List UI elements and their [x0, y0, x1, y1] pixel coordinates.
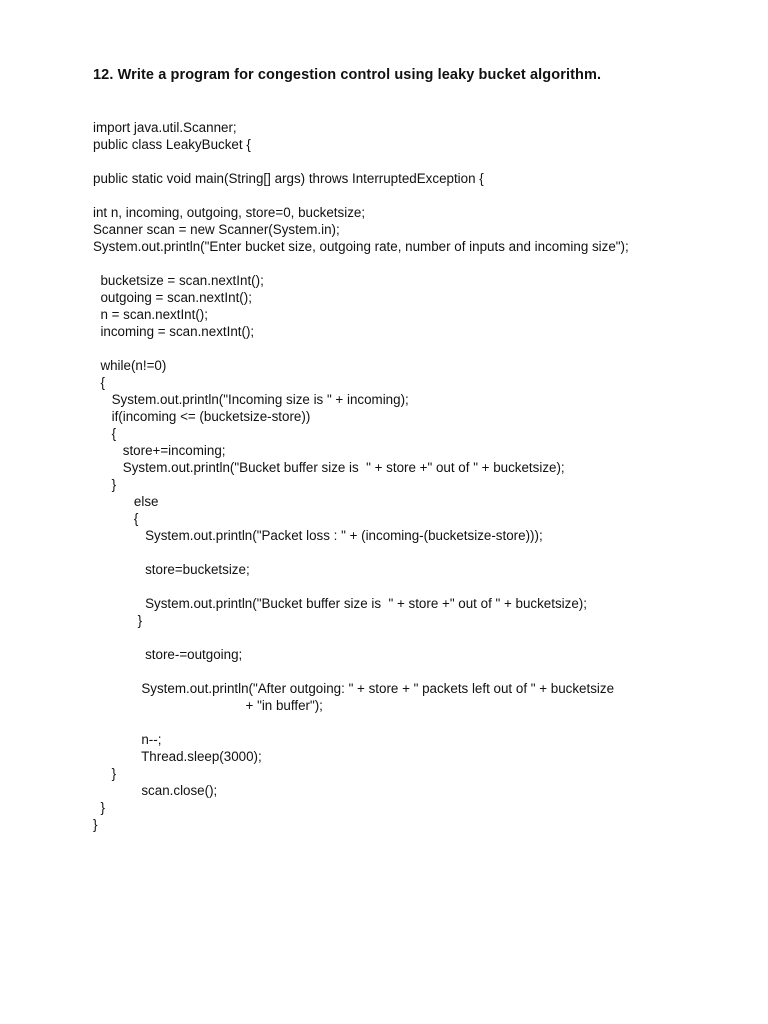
code-line: Thread.sleep(3000); [93, 749, 262, 764]
code-line: import java.util.Scanner; [93, 120, 237, 135]
code-line [93, 578, 753, 595]
code-line: System.out.println("Bucket buffer size is " + store +" out of " + bucketsize); [93, 596, 587, 611]
code-line: if(incoming <= (bucketsize-store)) [93, 409, 311, 424]
code-line [93, 187, 753, 204]
code-line [93, 544, 753, 561]
code-line: store-=outgoing; [93, 647, 243, 662]
code-line: { [93, 375, 105, 390]
code-line: public class LeakyBucket { [93, 137, 251, 152]
code-line: store+=incoming; [93, 443, 226, 458]
code-line: { [93, 426, 117, 441]
code-line: } [93, 800, 105, 815]
code-line [93, 629, 753, 646]
code-line: System.out.println("Incoming size is " + incoming); [93, 392, 409, 407]
page-title: 12. Write a program for congestion control using leaky bucket algorithm. [93, 67, 602, 83]
code-line: else [93, 494, 159, 509]
code-line: System.out.println("Packet loss : " + (incoming-(bucketsize-store))); [93, 528, 543, 543]
code-line: n--; [93, 732, 162, 747]
code-line: scan.close(); [93, 783, 218, 798]
code-line: } [93, 477, 117, 492]
code-line: bucketsize = scan.nextInt(); [93, 273, 264, 288]
code-line: } [93, 817, 98, 832]
code-line: System.out.println("After outgoing: " + store + " packets left out of " + bucketsize [93, 681, 615, 696]
code-line: } [93, 766, 117, 781]
code-line [93, 340, 753, 357]
code-line: { [93, 511, 139, 526]
code-line: int n, incoming, outgoing, store=0, bucketsize; [93, 205, 366, 220]
code-block [93, 119, 753, 833]
code-line [93, 663, 753, 680]
code-line: incoming = scan.nextInt(); [93, 324, 255, 339]
code-line: store=bucketsize; [93, 562, 250, 577]
code-line: n = scan.nextInt(); [93, 307, 208, 322]
code-line [93, 714, 753, 731]
code-line: + "in buffer"); [93, 698, 323, 713]
code-line: while(n!=0) [93, 358, 167, 373]
code-line: System.out.println("Bucket buffer size is " + store +" out of " + bucketsize); [93, 460, 565, 475]
code-line [93, 153, 753, 170]
code-line: System.out.println("Enter bucket size, outgoing rate, number of inputs and incoming size"); [93, 239, 629, 254]
code-line: outgoing = scan.nextInt(); [93, 290, 252, 305]
code-line [93, 255, 753, 272]
code-line: Scanner scan = new Scanner(System.in); [93, 222, 340, 237]
code-line: public static void main(String[] args) throws InterruptedException { [93, 171, 484, 186]
code-line: } [93, 613, 143, 628]
